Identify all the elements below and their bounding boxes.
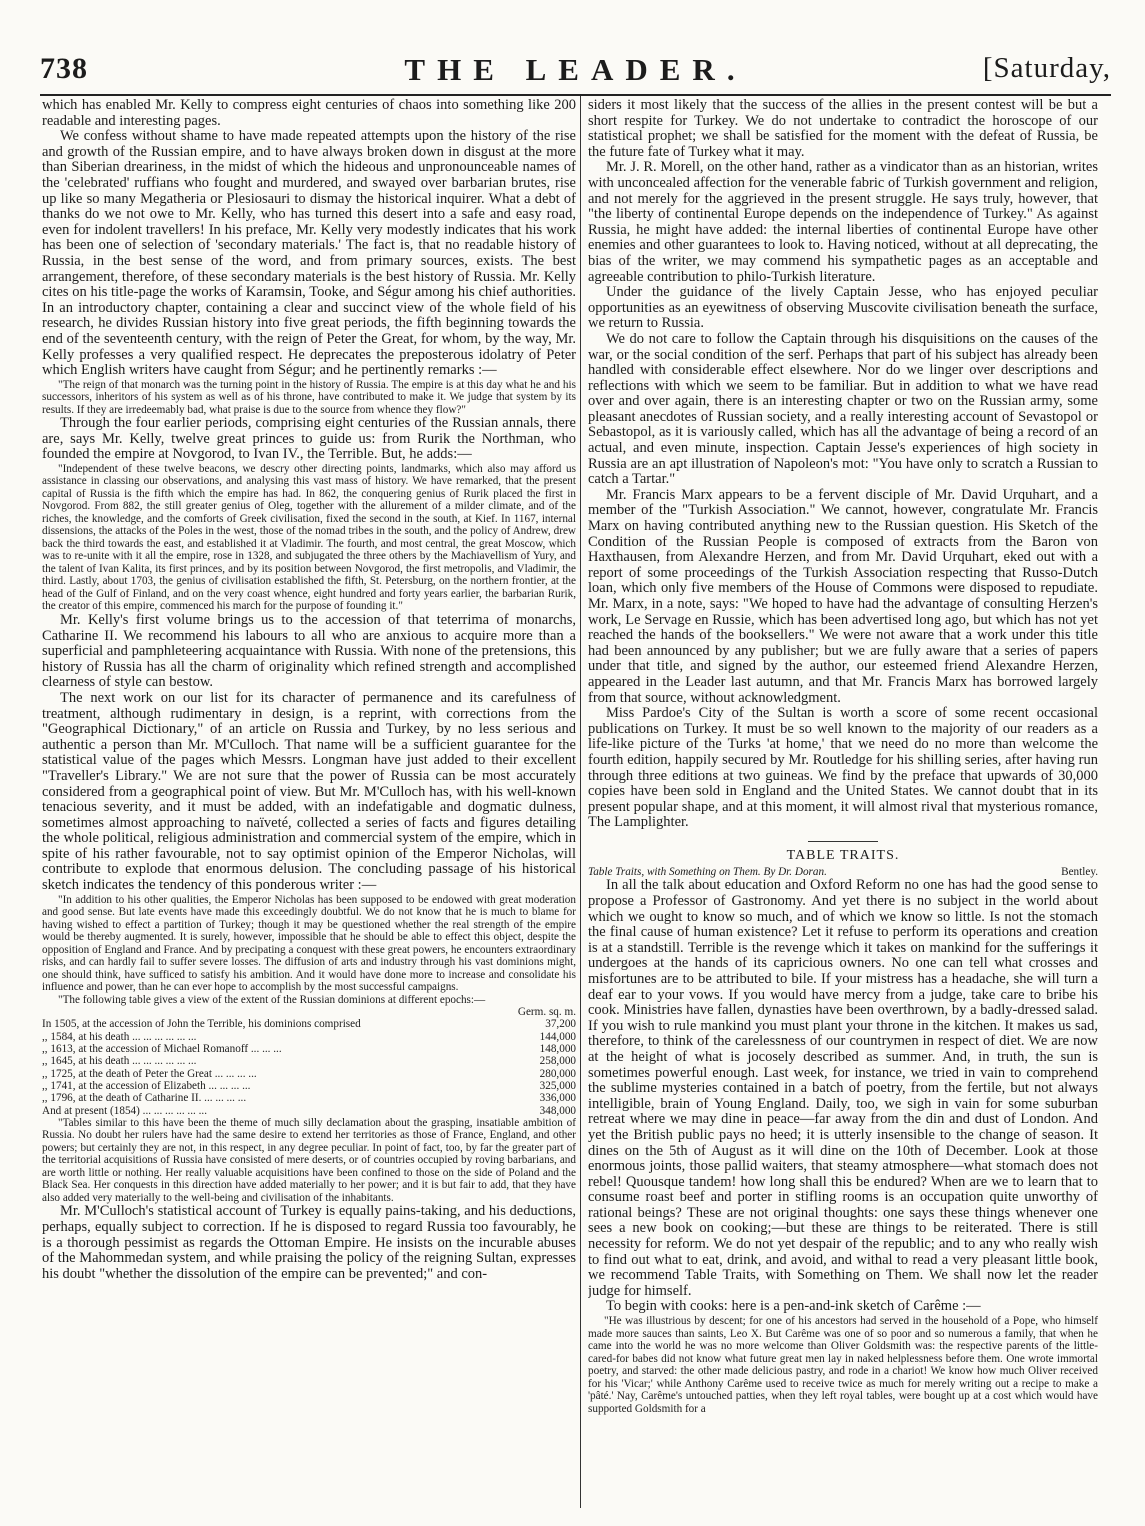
section-title: TABLE TRAITS.	[786, 847, 900, 863]
table-cell-area: 280,000	[539, 1067, 576, 1080]
page-header	[40, 52, 1111, 92]
table-row	[42, 1043, 576, 1055]
table-cell-epoch: ,, 1741, at the accession of Elizabeth ... ... ... ...	[42, 1079, 251, 1092]
block-quote: "The following table gives a view of the extent of the Russian dominions at different epochs:—	[58, 993, 486, 1006]
table-cell-epoch: ,, 1725, at the death of Peter the Great ... ... ... ...	[42, 1067, 257, 1080]
paragraph: Miss Pardoe's City of the Sultan is worth a score of some recent occasional publications on Turkey. It must be so well known to the majority of our readers as a life-like picture of the Turks 'at home,' that we need do no more than welcome the fourth edition, happily secured by Mr. Routledge for his shilling series, after having run through three editions at two guineas. We find by the preface that upwards of 30,000 copies have been sold in England and the United States. We cannot doubt that in its present popular shape, and at this moment, it will almost rival that mysterious romance, The Lamplighter.	[588, 705, 1098, 831]
left-column	[42, 98, 576, 1282]
right-column	[588, 98, 1098, 1415]
block-quote: "Independent of these twelve beacons, we descry other directing points, landmarks, which also may afford us assistance in classing our observations, and analysing this vast mass of history. We have remarked, that the present capital of Russia is the fifth which the empire has had. In 862, the conquering genius of Rurik placed the first in Novgorod. From 882, the still greater genius of Oleg, together with the allurement of a milder climate, and of the riches, the knowledge, and the comforts of Greek civilisation, fixed the second in the south, at Kief. In 1167, internal dissensions, the attacks of the Poles in the west, those of the nomad tribes in the south, and the policy of Andrew, drew back the third towards the east, and established it at Vladimir. The fourth, and most central, the great Moscow, which was to re-unite with it all the empire, rose in 1328, and subjugated the three others by the Machiavellism of Yury, and the talent of Ivan Kalita, its first princes, and by its position between Novgorod, the first metropolis, and Vladimir, the third. Lastly, about 1703, the genius of civilisation established the fifth, St. Petersburg, on the northern frontier, at the head of the Gulf of Finland, and on the very coast whence, eight hundred and forty years earlier, the barbarian Rurik, the creator of this empire, commenced his march for the purpose of founding it."	[42, 462, 576, 613]
page-number: 738	[40, 52, 88, 85]
paragraph: In all the talk about education and Oxford Reform no one has had the good sense to propose a Professor of Gastronomy. And yet there is no subject in the world about which we ought to know so much, and of which we know so little. Is not the stomach the final cause of human existence? Let it refuse to perform its operations and creation is at a standstill. Terrible is the revenge which it takes on mankind for the sufferings it undergoes at the hands of its capricious owners. No one can tell what crosses and misfortunes are to be attributed to bile. If your mistress has a headache, she will turn a deaf ear to your vows. If you would have mercy from a judge, take care to bribe his cook. Ministries have fallen, dynasties have been overthrown, by a badly-dressed salad. If you wish to rule mankind you must plant your throne in the kitchen. It makes us sad, therefore, to think of the carelessness of our countrymen in respect of diet. We are now at the height of what is jocosely described as summer. And, in truth, the sun is sometimes powerful enough. Last week, for instance, we tried in vain to comprehend the sublime mysteries contained in a batch of poetry, from the fertile, but not always intelligible, brain of Young England. Daily, too, we sigh in vain for some suburban retreat where we may dine in peace—far away from the din and dust of London. And yet the British public pays no heed; it is utterly insensible to the change of season. It dines on the 5th of August as it will dine on the 10th of December. Look at those enormous joints, those pallid waiters, that steamy atmosphere—what stomach does not rebel! Quousque tandem! how long shall this be endured? When are we to learn that to consume roast beef and porter in stifling rooms is an occupation quite unworthy of rational beings? These are not original thoughts: one says these things whenever one sees a new book on cooking;—but these are things to be reiterated. There is still necessity for reform. We do not yet despair of the republic; and to any who really wish to find out what to eat, drink, and avoid, and withal to read a very pleasant little book, we recommend Table Traits, with Something on Them. We shall now let the reader judge for himself.	[588, 877, 1098, 1299]
table-row	[42, 1105, 576, 1117]
table-row	[42, 1055, 576, 1067]
table-cell-epoch: And at present (1854) ... ... ... ... ... ...	[42, 1104, 207, 1117]
table-row	[42, 1031, 576, 1043]
issue-day: [Saturday,	[982, 52, 1111, 84]
table-cell-area: 348,000	[539, 1104, 576, 1117]
block-quote: "In addition to his other qualities, the Emperor Nicholas has been supposed to be endowed with great moderation and good sense. But late events have made this exceedingly doubtful. We do not know that he is much to blame for having wished to effect a partition of Turkey; though it may be questioned whether the real strength of the empire would be thereby augmented. It is surely, however, impossible that he should be able to effect this object, despite the opposition of England and France. And by precipating a conquest with these great powers, he encounters extraordinary risks, and can hardly fail to suffer severe losses. The diffusion of arts and industry through his vast dominions might, one should think, have sufficed to satisfy his ambition. And it would have done more to increase and consolidate his influence and power, than he can ever hope to accomplish by the most successful campaigns.	[42, 893, 576, 994]
section-divider	[808, 841, 878, 842]
paragraph: We confess without shame to have made repeated attempts upon the history of the rise and growth of the Russian empire, and to have always broken down in disgust at the more than Siberian dreariness, in the midst of which the hideous and unpronounceable names of the 'celebrated' ruffians who fought and murdered, and swayed over barbarian brutes, rise up like so many Megatheria or Plesiosauri to dismay the historical inquirer. What a debt of thanks do we not owe to Mr. Kelly, who has turned this desert into a safe and easy road, even for indolent travellers! In his preface, Mr. Kelly very modestly indicates that his work has been one of selection of 'secondary materials.' The fact is, that no readable history of Russia, in the best sense of the word, and from primary sources, exists. The best arrangement, therefore, of these secondary materials is the best history of Russia. Mr. Kelly cites on his title-page the works of Karamsin, Tooke, and Ségur among his chief authorities. In an introductory chapter, containing a clear and succinct view of the whole field of his research, he divides Russian history into five great periods, the fifth beginning towards the end of the seventeenth century, with the reign of Peter the Great, for whom, by the way, Mr. Kelly professes a very qualified respect. He deprecates the preposterous idolatry of Peter which English writers have caught from Ségur; and he pertinently remarks :—	[42, 128, 576, 379]
table-cell-epoch: ,, 1796, at the death of Catharine II. ... ... ... ...	[42, 1092, 247, 1105]
block-quote: "The reign of that monarch was the turning point in the history of Russia. The empire is at this day what he and his successors, inheritors of his system as well as of his throne, have contributed to make it. We judge that system by its results. If they are irredeemably bad, what praise is due to the source from whence they flow?"	[42, 378, 576, 416]
paragraph: We do not care to follow the Captain through his disquisitions on the causes of the war, or the social condition of the serf. Perhaps that part of his subject has already been handled with considerable effect elsewhere. Nor do we linger over descriptions and reflections with which we seem to be familiar. But in addition to what we have read over and over again, there is an interesting chapter or two on the Russian army, some pleasant anecdotes of Russian society, and a really interesting account of Sevastopol or Sebastopol, as it is variously called, which has all the advantage of being a record of an actual, and even minute, inspection. Captain Jesse's experiences of high society in Russia are an apt illustration of Napoleon's mot: "You have only to scratch a Russian to catch a Tartar."	[588, 330, 1098, 488]
column-divider	[580, 96, 581, 1508]
table-row	[42, 1018, 576, 1030]
table-cell-area: 148,000	[539, 1043, 576, 1056]
paragraph: Under the guidance of the lively Captain Jesse, who has enjoyed peculiar opportunities as an eyewitness of observing Muscovite civilisation beneath the surface, we return to Russia.	[588, 284, 1098, 332]
table-row	[42, 1080, 576, 1092]
paragraph: Through the four earlier periods, comprising eight centuries of the Russian annals, there are, says Mr. Kelly, twelve great princes to guide us: from Rurik the Northman, who founded the empire at Novgorod, to Ivan IV., the Terrible. But, he adds:—	[42, 415, 576, 463]
table-cell-epoch: ,, 1584, at his death ... ... ... ... ... ...	[42, 1030, 197, 1043]
table-cell-area: 258,000	[539, 1055, 576, 1068]
table-cell-epoch: ,, 1645, at his death ... ... ... ... ... ...	[42, 1055, 197, 1068]
dominions-table	[42, 1018, 576, 1116]
paragraph: siders it most likely that the success of the allies in the present contest will be but a short respite for Turkey. We do not undertake to contradict the horoscope of our statistical prophet; we shall be satisfied for the moment with the defeat of Russia, be the future fate of Turkey what it may.	[588, 98, 1098, 160]
block-quote: "He was illustrious by descent; for one of his ancestors had served in the household of a Pope, who himself made more sauces than saints, Leo X. But Carême was one of so poor and so numerous a family, that when he came into the world he was no more welcome than Oliver Goldsmith was: the respective parents of the little-cared-for babes did not know what future great men lay in naked helplessness before them. One wrote immortal poetry, and starved: the other made delicious pastry, and rode in a chariot! We know how much Oliver received for his 'Vicar;' while Anthony Carême used to receive twice as much for merely writing out a recipe to make a 'pâté.' Nay, Carême's untouched patties, when they left royal tables, were bought up at a cost which would have supported Goldsmith for a	[588, 1315, 1098, 1415]
table-unit-label: Germ. sq. m.	[517, 1006, 576, 1019]
paragraph: Mr. M'Culloch's statistical account of Turkey is equally pains-taking, and his deductions, perhaps, equally subject to correction. If he is disposed to regard Russia too favourably, he is a thorough pessimist as regards the Ottoman Empire. He insists on the incurable abuses of the Mahommedan system, and while praising the policy of the reigning Sultan, expresses his doubt "whether the dissolution of the empire can be prevented;" and con-	[42, 1203, 576, 1282]
table-cell-area: 37,200	[545, 1018, 576, 1031]
table-row	[42, 1092, 576, 1104]
header-rule	[40, 94, 1111, 96]
paragraph: Mr. Francis Marx appears to be a fervent disciple of Mr. David Urquhart, and a member of the "Turkish Association." We cannot, however, congratulate Mr. Francis Marx on having contributed anything new to the Russian question. His Sketch of the Condition of the Russian People is composed of extracts from the Baron von Haxthausen, from Alexandre Herzen, and from Mr. David Urquhart, eked out with a report of some proceedings of the Turkish Association respecting that Russo-Dutch loan, which only five members of the House of Commons were disposed to repudiate. Mr. Marx, in a note, says: "We hoped to have had the advantage of consulting Herzen's work, Le Servage en Russie, which has been advertised long ago, but which has not yet reached the hands of the booksellers." We were not aware that a work under this title had been announced by any publisher; but we are fully aware that a series of papers under that title, and signed by the author, our esteemed friend Alexandre Herzen, appeared in the Leader last autumn, and that Mr. Francis Marx has borrowed largely from that source, without acknowledgment.	[588, 486, 1098, 706]
review-title: Table Traits, with Something on Them. By Dr. Doran.	[588, 865, 827, 878]
table-cell-epoch: ,, 1613, at the accession of Michael Romanoff ... ... ...	[42, 1043, 282, 1056]
table-row	[42, 1068, 576, 1080]
table-cell-area: 144,000	[539, 1030, 576, 1043]
table-cell-epoch: In 1505, at the accession of John the Terrible, his dominions comprised	[42, 1018, 361, 1031]
table-cell-area: 336,000	[539, 1092, 576, 1105]
review-publisher: Bentley.	[1061, 865, 1098, 878]
masthead-title: THE LEADER.	[404, 52, 747, 87]
paragraph: To begin with cooks: here is a pen-and-ink sketch of Carême :—	[606, 1298, 981, 1315]
paragraph: Mr. Kelly's first volume brings us to the accession of that teterrima of monarchs, Catharine II. We recommend his labours to all who are anxious to acquire more than a superficial and pamphleteering acquaintance with Russia. With none of the pretensions, this history of Russia has all the charm of originality which refined strength and accomplished clearness of style can bestow.	[42, 611, 576, 691]
block-quote: "Tables similar to this have been the theme of much silly declamation about the grasping, insatiable ambition of Russia. No doubt her rulers have had the same desire to extend her territories as those of France, England, and other powers; but certainly they are not, in this respect, in any degree peculiar. In point of fact, too, by far the greater part of the territorial acquisitions of Russia have consisted of mere deserts, or of countries occupied by roving barbarians, and are worth little or nothing. Her really valuable acquisitions have been confined to those on the side of Poland and the Black Sea. Her conquests in this direction have added materially to her power; and it is but fair to add, that they have also added very materially to the well-being and civilisation of the inhabitants.	[42, 1116, 576, 1204]
paragraph: which has enabled Mr. Kelly to compress eight centuries of chaos into something like 200 readable and interesting pages.	[42, 98, 576, 129]
paragraph: The next work on our list for its character of permanence and its carefulness of treatment, although rudimentary in design, is a reprint, with corrections from the "Geographical Dictionary," of an article on Russia and Turkey, by no less serious and authentic a person than Mr. M'Culloch. That name will be a sufficient guarantee for the statistical value of the pages which Messrs. Longman have just added to their excellent "Traveller's Library." We are not sure that the power of Russia can be most accurately considered from a geographical point of view. But Mr. M'Culloch has, with his well-known tenacious severity, and it must be added, with an indefatigable and dogmatic dulness, sometimes almost approaching to naïveté, collected a series of facts and figures detailing the whole political, religious administration and commercial system of the empire, which in spite of his rather favourable, not to say optimist opinion of the Emperor Nicholas, will contribute to explode that enormous delusion. The concluding passage of his historical sketch indicates the tendency of this ponderous writer :—	[42, 689, 576, 894]
paragraph: Mr. J. R. Morell, on the other hand, rather as a vindicator than as an historian, writes with unconcealed affection for the venerable fabric of Turkish government and religion, and not merely for the aggrieved in the present struggle. He says truly, however, that "the liberty of continental Europe depends on the independence of Turkey." As against Russia, he might have added: the internal liberties of continental Europe have other enemies and other guarantees to look to. Having noticed, without at all deprecating, the bias of the writer, we may commend his sympathetic pages as an acceptable and agreeable contribution to philo-Turkish literature.	[588, 159, 1098, 285]
table-cell-area: 325,000	[539, 1079, 576, 1092]
